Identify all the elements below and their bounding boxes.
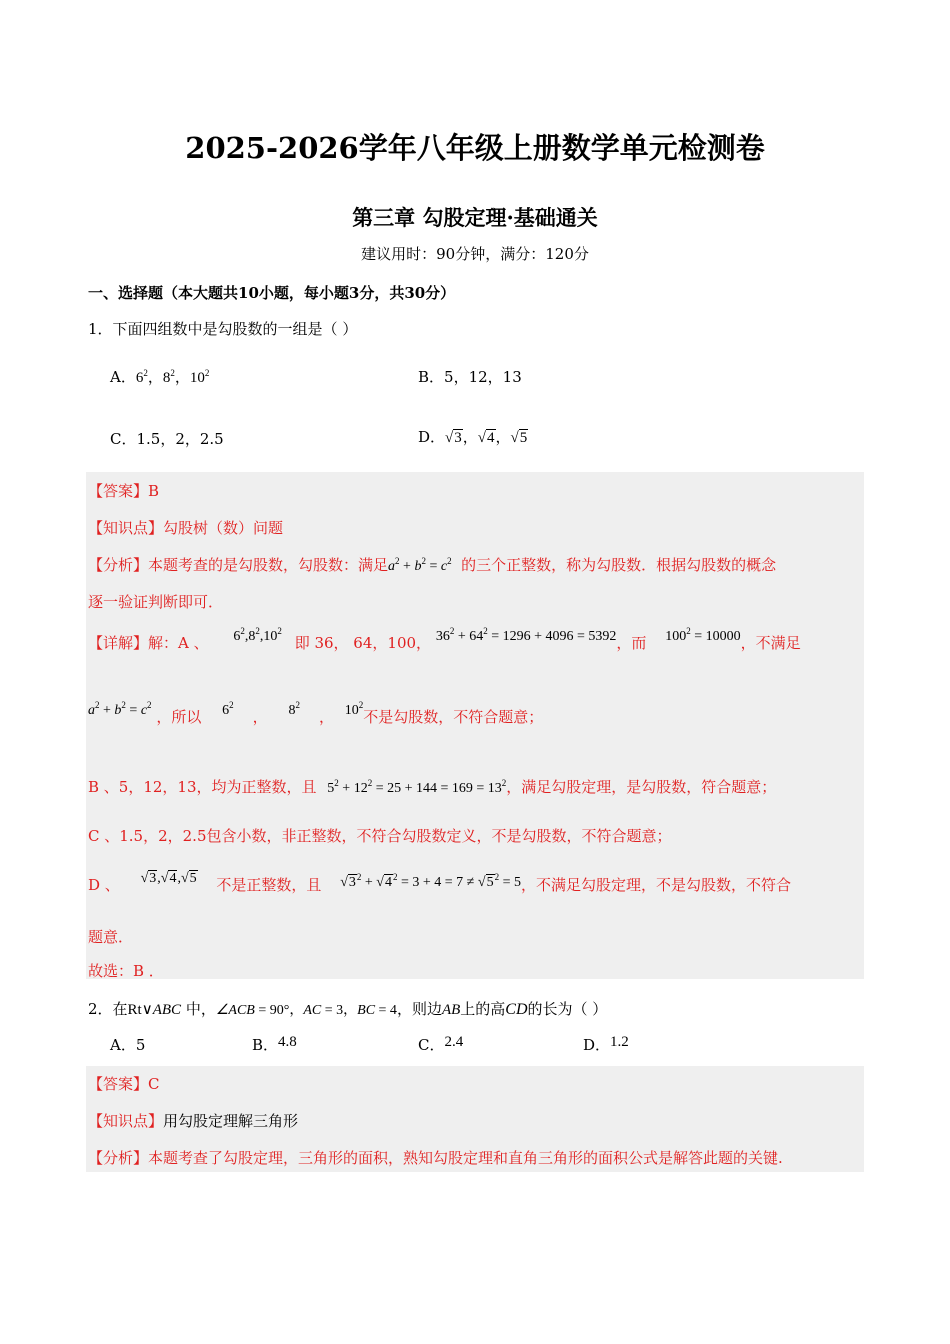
q2-option-a: A．5 bbox=[110, 1036, 146, 1054]
q1-option-a: A．$6^2$，$8^2$，$10^2$ bbox=[110, 368, 210, 386]
section-heading: 一、选择题（本大题共10小题，每小题3分，共30分） bbox=[88, 284, 456, 302]
q2-option-d: D．1.2 bbox=[583, 1034, 629, 1054]
q1-knowledge: 【知识点】勾股树（数）问题 bbox=[88, 519, 284, 537]
q1-analysis-line2: 逐一验证判断即可． bbox=[88, 593, 224, 611]
document-title: 2025-2026学年八年级上册数学单元检测卷 bbox=[185, 131, 765, 165]
q1-detail-a: 【详解】解：A 、 $6^2,8^2,10^2$ 即 36， 64，100， $36^2 + 64^2 = 1296 + 4096 = 5392$，而 $100^2 = 10000$，不满足 bbox=[88, 626, 801, 652]
q1-detail-d: D 、 √3,√4,√5 不是正整数，且 $√3^2 + √4^2 = 3 + 4 = 7 \ne √5^2 = 5$，不满足勾股定理，不是勾股数，不符合 bbox=[88, 871, 791, 894]
q2-stem: 2．在Rt∨ABC 中，∠ACB = 90°，AC = 3，BC = 4，则边AB上的高CD的长为（ ） bbox=[88, 1000, 608, 1018]
q1-detail-c: C 、1.5，2，2.5包含小数，非正整数，不符合勾股数定义，不是勾股数，不符合题意； bbox=[88, 827, 672, 845]
q2-option-c: C．2.4 bbox=[418, 1034, 464, 1054]
chapter-subtitle: 第三章 勾股定理·基础通关 bbox=[352, 205, 598, 230]
q1-conclusion: 故选：B ． bbox=[88, 962, 164, 980]
q1-stem: 1．下面四组数中是勾股数的一组是（ ） bbox=[88, 320, 358, 338]
q2-option-b: B．4.8 bbox=[252, 1034, 297, 1054]
timing-info: 建议用时：90分钟，满分：120分 bbox=[361, 245, 589, 263]
q1-detail-a-cont: $a^2 + b^2 = c^2$ ，所以 $6^2$ ， $8^2$ ， $10^2$不是勾股数，不符合题意； bbox=[88, 700, 544, 726]
q1-answer: 【答案】B bbox=[88, 482, 160, 500]
q1-analysis-line1: 【分析】本题考查的是勾股数，勾股数：满足$a^2 + b^2 = c^2$ 的三个正整数，称为勾股数．根据勾股数的概念 bbox=[88, 556, 777, 574]
q2-answer: 【答案】C bbox=[88, 1075, 160, 1093]
q1-detail-d-cont: 题意． bbox=[88, 928, 134, 946]
q1-option-b: B．5，12，13 bbox=[418, 368, 522, 386]
q2-analysis: 【分析】本题考查了勾股定理，三角形的面积，熟知勾股定理和直角三角形的面积公式是解答此题的关键. bbox=[88, 1149, 783, 1167]
q1-detail-b: B 、5，12，13，均为正整数，且 $5^2 + 12^2 = 25 + 144 = 169 = 13^2$，满足勾股定理，是勾股数，符合题意； bbox=[88, 778, 777, 796]
q2-knowledge: 【知识点】用勾股定理解三角形 bbox=[88, 1112, 299, 1130]
q1-option-c: C．1.5，2，2.5 bbox=[110, 430, 224, 448]
q1-option-d: D．√3，√4，√5 bbox=[418, 428, 528, 446]
